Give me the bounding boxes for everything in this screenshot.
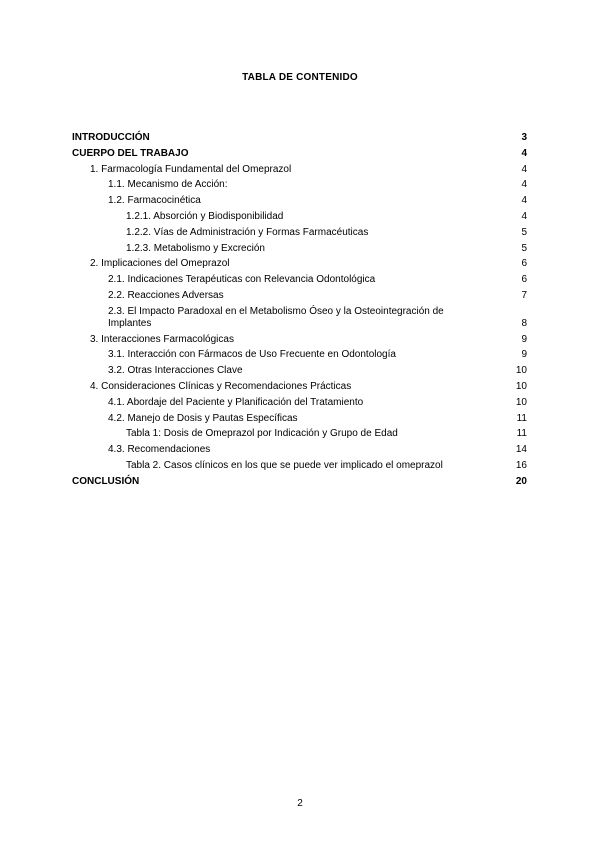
toc-entry-text: Tabla 1: Dosis de Omeprazol por Indicación y Grupo de Edad: [126, 428, 398, 440]
toc-entry-3-2[interactable]: [72, 365, 527, 377]
toc-entry-text: 3.1. Interacción con Fármacos de Uso Frecuente en Odontología: [108, 349, 396, 361]
toc-entry-page: 7: [521, 289, 527, 301]
toc-entry-text: 1.2.3. Metabolismo y Excreción: [126, 242, 265, 254]
toc-entry-page: 11: [516, 428, 527, 440]
table-of-contents: [72, 132, 527, 492]
page-number: 2: [297, 798, 303, 809]
toc-entry-text: 4.1. Abordaje del Paciente y Planificación del Tratamiento: [108, 396, 364, 408]
toc-entry-3-1[interactable]: [72, 349, 527, 361]
toc-entry-4[interactable]: [72, 381, 527, 393]
toc-entry-page: 10: [515, 380, 527, 392]
toc-entry-1-2-1[interactable]: [72, 211, 527, 223]
toc-entry-page: 10: [515, 365, 527, 377]
toc-entry-3[interactable]: [72, 334, 527, 346]
toc-entry-text: 1.1. Mecanismo de Acción:: [108, 179, 228, 191]
toc-entry-4-1[interactable]: [72, 397, 527, 409]
toc-entry-4-2[interactable]: [72, 413, 527, 425]
toc-entry-1-1[interactable]: [72, 179, 527, 191]
toc-entry-text: 2.3. El Impacto Paradoxal en el Metabolismo Óseo y la Osteointegración de: [108, 305, 444, 317]
toc-entry-text: INTRODUCCIÓN: [72, 132, 150, 143]
toc-entry-tabla-1[interactable]: [72, 428, 527, 440]
toc-entry-text-continued: Implantes: [108, 317, 152, 329]
toc-entry-page: 9: [521, 333, 527, 345]
toc-entry-page: 4: [521, 147, 527, 159]
toc-entry-page: 11: [516, 412, 527, 424]
toc-entry-page: 5: [521, 226, 527, 238]
toc-entry-text-block: [72, 306, 507, 330]
toc-entry-text: 4. Consideraciones Clínicas y Recomendaciones Prácticas: [90, 380, 352, 392]
toc-entry-4-3[interactable]: [72, 444, 527, 456]
toc-entry-text: 2.1. Indicaciones Terapéuticas con Relevancia Odontológica: [108, 274, 376, 286]
toc-entry-page: 9: [521, 349, 527, 361]
toc-entry-page: 10: [515, 396, 527, 408]
toc-entry-page: 20: [515, 475, 527, 487]
toc-entry-conclusion[interactable]: [72, 476, 527, 488]
toc-entry-page: 4: [521, 195, 527, 207]
toc-entry-page: 4: [521, 179, 527, 191]
toc-entry-1-2-2[interactable]: [72, 227, 527, 239]
toc-entry-text: 3.2. Otras Interacciones Clave: [108, 365, 243, 377]
toc-entry-tabla-2[interactable]: [72, 460, 527, 472]
toc-entry-1-2-3[interactable]: [72, 243, 527, 255]
toc-entry-1-2[interactable]: [72, 195, 527, 207]
toc-entry-text: 1. Farmacología Fundamental del Omeprazol: [90, 163, 292, 175]
toc-entry-page: 6: [521, 274, 527, 286]
toc-entry-text: 3. Interacciones Farmacológicas: [90, 333, 234, 345]
toc-entry-text: 1.2.2. Vías de Administración y Formas Farmacéuticas: [126, 226, 369, 238]
toc-entry-page: 8: [521, 317, 527, 329]
toc-entry-text: 1.2. Farmacocinética: [108, 195, 201, 207]
toc-entry-2-2[interactable]: [72, 290, 527, 302]
toc-entry-text: Tabla 2. Casos clínicos en los que se puede ver implicado el omeprazol: [126, 459, 443, 471]
toc-entry-page: 4: [521, 210, 527, 222]
toc-entry-text: CUERPO DEL TRABAJO: [72, 147, 189, 159]
toc-entry-2-3[interactable]: [72, 306, 527, 330]
toc-entry-2[interactable]: [72, 258, 527, 270]
toc-entry-text: 2. Implicaciones del Omeprazol: [90, 258, 230, 270]
toc-entry-1[interactable]: [72, 164, 527, 176]
toc-entry-text: 2.2. Reacciones Adversas: [108, 289, 224, 301]
toc-entry-page: 5: [521, 242, 527, 254]
toc-entry-page: 14: [515, 444, 527, 456]
toc-entry-text: CONCLUSIÓN: [72, 475, 140, 487]
toc-title: TABLA DE CONTENIDO: [242, 72, 358, 83]
toc-entry-text: 4.2. Manejo de Dosis y Pautas Específicas: [108, 412, 298, 424]
toc-entry-page: 16: [515, 459, 527, 471]
toc-entry-text: 1.2.1. Absorción y Biodisponibilidad: [126, 210, 284, 222]
toc-entry-page: 3: [521, 132, 527, 143]
toc-entry-page: 4: [521, 163, 527, 175]
toc-entry-cuerpo-del-trabajo[interactable]: [72, 148, 527, 160]
toc-entry-2-1[interactable]: [72, 274, 527, 286]
toc-entry-page: 6: [521, 258, 527, 270]
toc-entry-text: 4.3. Recomendaciones: [108, 444, 211, 456]
toc-entry-introduccion[interactable]: [72, 132, 527, 144]
